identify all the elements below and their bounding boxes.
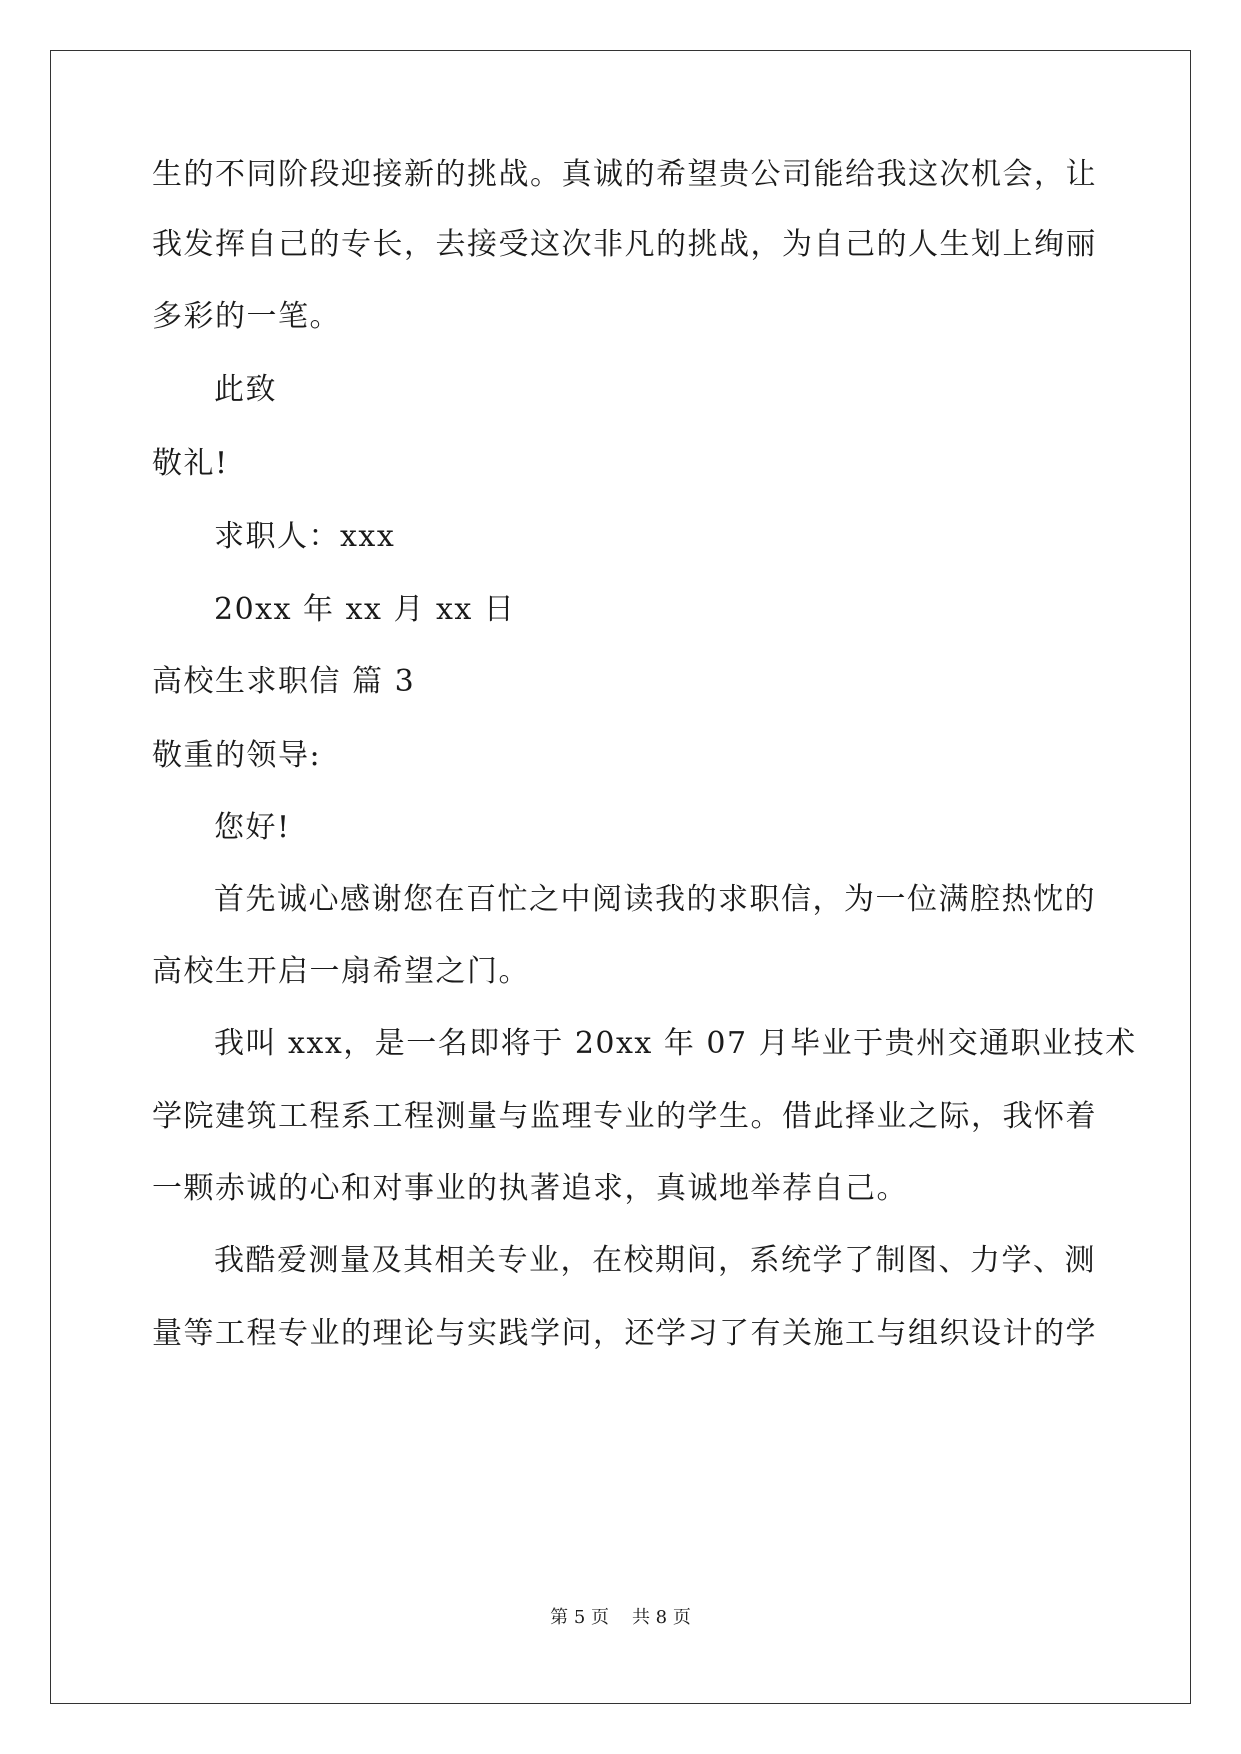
letter-date: 20xx 年 xx 月 xx 日: [214, 592, 516, 627]
letter-hello: 您好!: [214, 810, 291, 845]
body-line-13: 我叫 xxx，是一名即将于 20xx 年 07 月毕业于贵州交通职业技术: [214, 1026, 1137, 1061]
page-number-footer: 第 5 页 共 8 页: [550, 1607, 691, 1628]
closing-regards: 敬礼!: [152, 446, 229, 481]
body-line-2: 我发挥自己的专长，去接受这次非凡的挑战，为自己的人生划上绚丽: [152, 227, 1097, 262]
body-line-3: 多彩的一笔。: [152, 299, 341, 334]
body-line-15: 一颗赤诚的心和对事业的执著追求，真诚地举荐自己。: [152, 1171, 908, 1206]
closing-salutation: 此致: [214, 372, 277, 407]
body-line-1: 生的不同阶段迎接新的挑战。真诚的希望贵公司能给我这次机会，让: [152, 157, 1097, 192]
section-title: 高校生求职信 篇 3: [152, 664, 416, 699]
letter-greeting: 敬重的领导:: [152, 738, 322, 773]
body-line-11: 首先诚心感谢您在百忙之中阅读我的求职信，为一位满腔热忱的: [214, 882, 1096, 917]
body-line-17: 量等工程专业的理论与实践学问，还学习了有关施工与组织设计的学: [152, 1316, 1097, 1351]
body-line-14: 学院建筑工程系工程测量与监理专业的学生。借此择业之际，我怀着: [152, 1099, 1097, 1134]
applicant-signature: 求职人：xxx: [214, 519, 396, 554]
body-line-12: 高校生开启一扇希望之门。: [152, 954, 530, 989]
body-line-16: 我酷爱测量及其相关专业，在校期间，系统学了制图、力学、测: [214, 1243, 1096, 1278]
